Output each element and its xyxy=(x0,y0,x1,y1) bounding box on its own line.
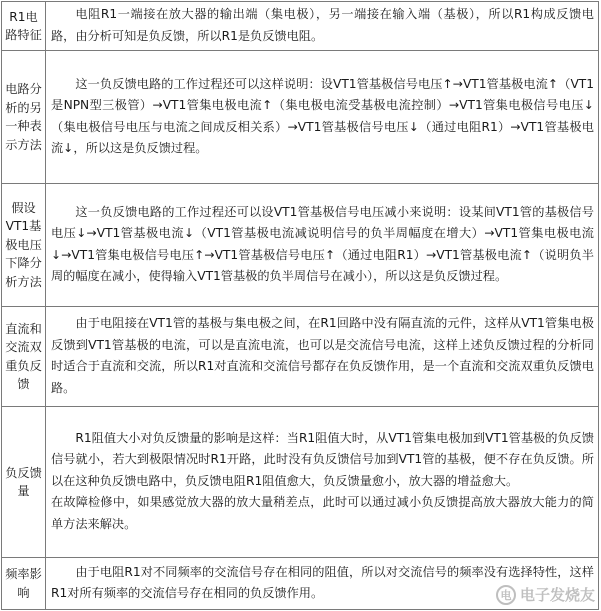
row-heading-alternative-description: 电路分析的另一种表示方法 xyxy=(2,51,46,184)
row-content-voltage-decrease-analysis xyxy=(46,184,599,307)
row-content-alternative-description xyxy=(46,51,599,184)
row-content-r1-features xyxy=(46,2,599,51)
watermark-logo-icon: 电 xyxy=(496,585,516,605)
paragraph: R1阻值大小对负反馈量的影响是这样：当R1阻值大时，从VT1管集电极加到VT1管基极的负反馈信号就小，若大到极限情况时R1开路，此时没有负反馈信号加到VT1管的基极，便不存在负反馈。所以在这种负反馈电路中，负反馈电阻R1阻值愈大，负反馈量愈小，放大器的增益愈大。 xyxy=(51,430,594,488)
row-content-frequency-effect xyxy=(46,558,599,610)
content-table xyxy=(1,1,599,610)
table-row xyxy=(2,558,599,610)
table-row xyxy=(2,2,599,51)
table-row xyxy=(2,184,599,307)
row-heading-voltage-decrease-analysis: 假设VT1基极电压下降分析方法 xyxy=(2,184,46,307)
table-row xyxy=(2,407,599,558)
row-heading-dc-ac-feedback: 直流和交流双重负反馈 xyxy=(2,307,46,407)
paragraph: 电阻R1一端接在放大器的输出端（集电极），另一端接在输入端（基极），所以R1构成反馈电路，由分析可知是负反馈，所以R1是负反馈电阻。 xyxy=(51,7,594,43)
row-content-dc-ac-feedback xyxy=(46,307,599,407)
row-heading-feedback-amount: 负反馈量 xyxy=(2,407,46,558)
table-row xyxy=(2,51,599,184)
row-heading-r1-features: R1电路特征 xyxy=(2,2,46,51)
paragraph: 这一负反馈电路的工作过程还可以这样说明：设VT1管基极信号电压↑→VT1管基极电流↑（VT1是NPN型三极管）→VT1管集电极电流↑（集电极电流受基极电流控制）→VT1管集电极信号电压↓（集电极信号电压与电流之间成反相关系）→VT1管基极信号电压↓（通过电阻R1）→VT1管基极电流↓，所以这是负反馈过程。 xyxy=(51,76,594,156)
row-heading-frequency-effect: 频率影响 xyxy=(2,558,46,610)
watermark-text: 电子发烧友 xyxy=(519,586,595,604)
paragraph: 在故障检修中，如果感觉放大器的放大量稍差点，此时可以通过减小负反馈提高放大器放大能力的简单方法来解决。 xyxy=(51,495,594,532)
paragraph: 由于电阻接在VT1管的基极与集电极之间，在R1回路中没有隔直流的元件，这样从VT1管集电极反馈到VT1管基极的电流，可以是直流电流，也可以是交流信号电流，这样上述负反馈过程的分析同时适合于直流和交流，所以R1对直流和交流信号都存在负反馈作用，是一个直流和交流双重负反馈电路。 xyxy=(51,316,594,395)
paragraph: 这一负反馈电路的工作过程还可以设VT1管基极信号电压减小来说明：设某间VT1管的基极信号电压↓→VT1管基极电流↓（VT1管基极电流减说明信号的负半周幅度在增大）→VT1管集电极电流↓→VT1管集电极信号电压↑→VT1管基极信号电压↑（通过电阻R1）→VT1管基极电流↑（说明负半周的幅度在减小，使得输入VT1管基极的负半周信号在减小），所以这是负反馈过程。 xyxy=(51,204,594,284)
paragraph: 由于电阻R1对不同频率的交流信号存在相同的阻值，所以对交流信号的频率没有选择特性，这样R1对所有频率的交流信号存在相同的负反馈作用。 xyxy=(51,564,594,601)
table-row xyxy=(2,307,599,407)
row-content-feedback-amount xyxy=(46,407,599,558)
